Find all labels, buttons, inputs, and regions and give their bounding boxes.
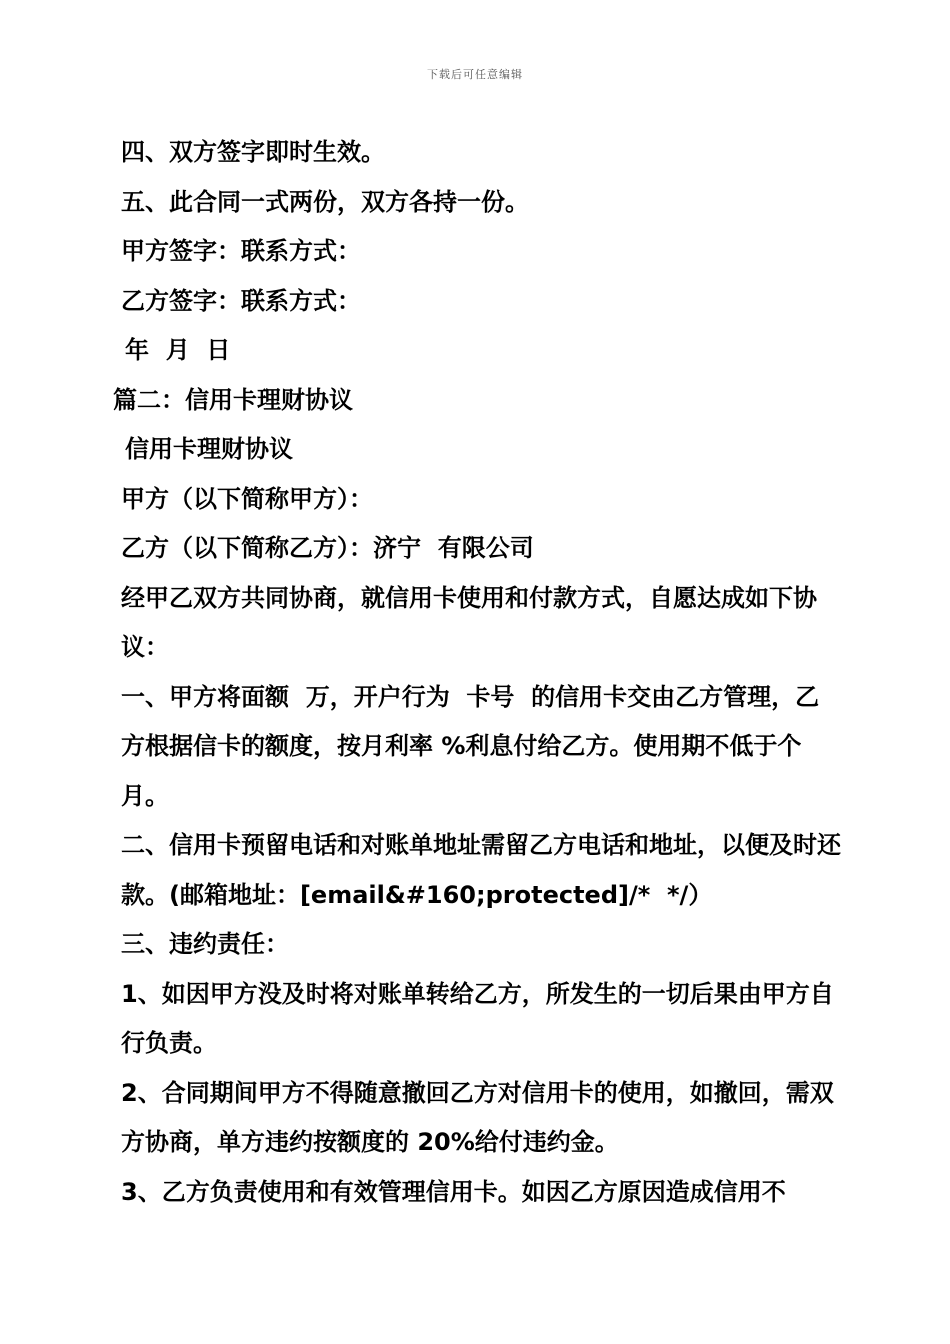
document-body — [113, 128, 843, 1217]
date-line: 年 月 日 — [125, 336, 231, 364]
party-a-signature: 甲方签字：联系方式： — [121, 237, 361, 265]
clause-1: 一、甲方将面额 万，开户行为 卡号 的信用卡交由乙方管理，乙方根据信卡的额度，按月利率 %利息付给乙方。使用期不低于个月。 — [121, 682, 820, 810]
liability-3: 3、乙方负责使用和有效管理信用卡。如因乙方原因造成信用不 — [121, 1177, 786, 1206]
party-b-line: 乙方（以下简称乙方）：济宁 有限公司 — [121, 534, 534, 562]
page-header: 下载后可任意编辑 — [427, 68, 523, 81]
section-title: 篇二：信用卡理财协议 — [113, 385, 353, 414]
clause-3-heading: 三、违约责任： — [121, 930, 289, 958]
clause-2: 二、信用卡预留电话和对账单地址需留乙方电话和地址，以便及时还款。(邮箱地址：[email&#160;protected]/* */） — [121, 831, 841, 909]
party-b-signature: 乙方签字：联系方式： — [121, 286, 361, 315]
clause-4: 四、双方签字即时生效。 — [121, 138, 385, 166]
liability-2: 2、合同期间甲方不得随意撤回乙方对信用卡的使用，如撤回，需双方协商，单方违约按额度的 20%给付违约金。 — [121, 1078, 834, 1156]
preamble: 经甲乙双方共同协商，就信用卡使用和付款方式，自愿达成如下协议： — [121, 583, 817, 661]
liability-1: 1、如因甲方没及时将对账单转给乙方，所发生的一切后果由甲方自行负责。 — [121, 979, 834, 1057]
clause-5: 五、此合同一式两份，双方各持一份。 — [121, 187, 529, 216]
agreement-title: 信用卡理财协议 — [125, 435, 293, 463]
party-a-line: 甲方（以下简称甲方）： — [121, 484, 373, 513]
